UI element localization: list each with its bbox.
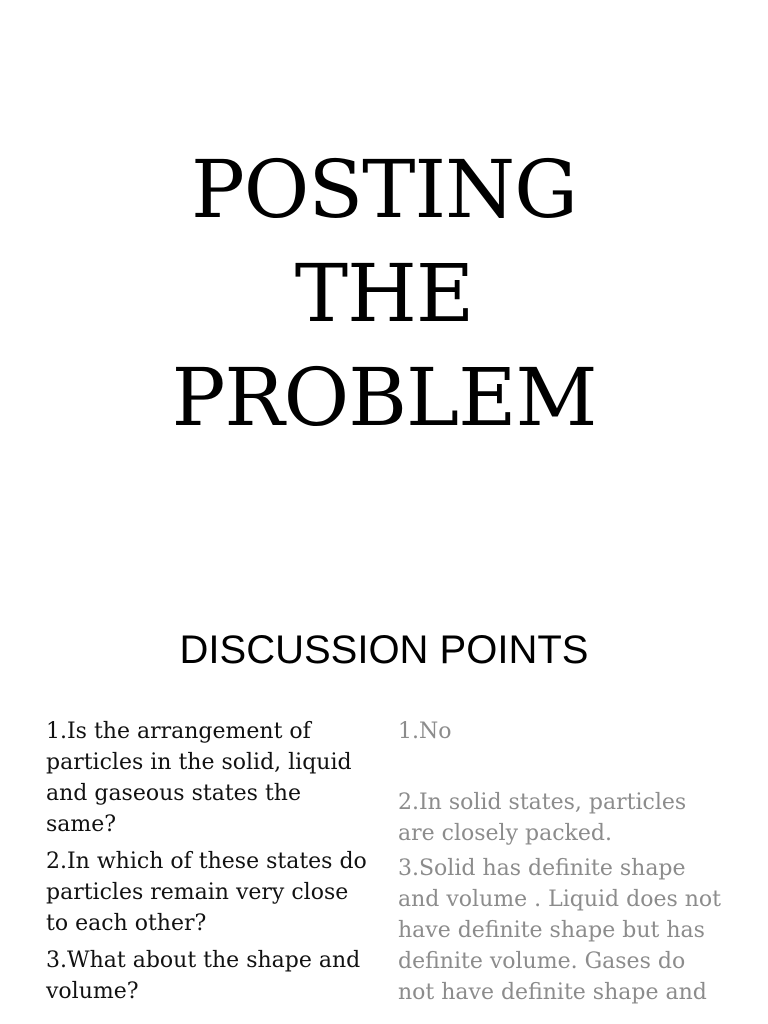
title-line-2: THE (294, 247, 474, 340)
questions-list (46, 716, 376, 1013)
question-item-2: 2.In which of these states do particles remain very close to each other? (46, 849, 367, 936)
question-item-3: 3.What about the shape and volume? (46, 948, 361, 1004)
answers-list (398, 716, 728, 1008)
answer-item-2: 2.In solid states, particles are closely packed. (398, 790, 687, 846)
answer-item-3: 3.Solid has definite shape and volume . Liquid does not have definite shape but has definite volume. Gases do not have definite shape and (398, 856, 721, 1005)
question-item-1: 1.Is the arrangement of particles in the solid, liquid and gaseous states the same? (46, 719, 352, 837)
title-line-3: PROBLEM (171, 351, 597, 444)
slide-title (0, 138, 768, 450)
section-heading: DISCUSSION POINTS (179, 628, 589, 672)
answer-item-1: 1.No (398, 719, 452, 744)
title-line-1: POSTING (190, 143, 578, 236)
